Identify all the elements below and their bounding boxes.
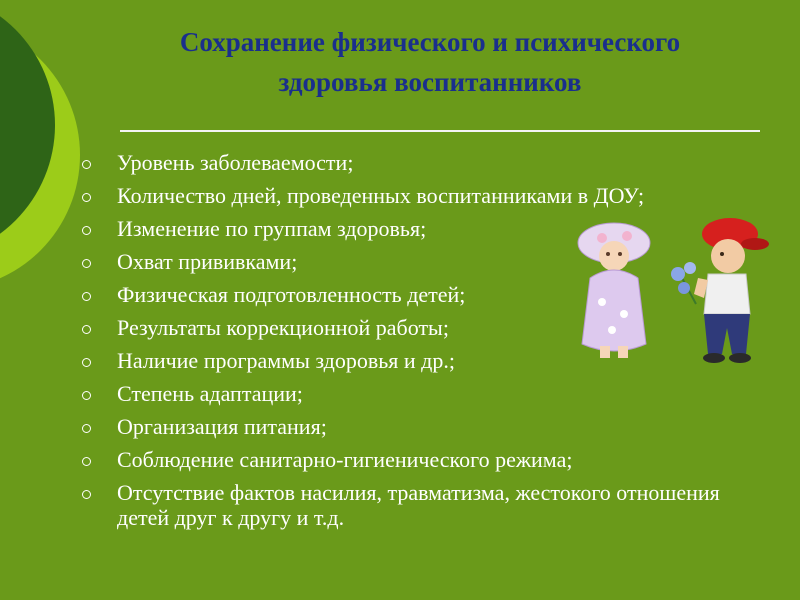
list-item: Уровень заболеваемости;: [82, 150, 762, 175]
bullet-icon: [82, 358, 91, 367]
bullet-icon: [82, 325, 91, 334]
list-item: Соблюдение санитарно-гигиенического режима;: [82, 447, 762, 472]
list-item: Результаты коррекционной работы;: [82, 315, 762, 340]
list-item: Отсутствие фактов насилия, травматизма, жестокого отношения детей друг к другу и т.д.: [82, 480, 762, 530]
title-line-2: здоровья воспитанников: [278, 67, 582, 97]
list-item: Организация питания;: [82, 414, 762, 439]
bullet-icon: [82, 292, 91, 301]
bullet-icon: [82, 490, 91, 499]
bullet-icon: [82, 259, 91, 268]
flower-bouquet: [671, 262, 696, 304]
girl-figure: [578, 223, 650, 358]
list-item: Физическая подготовленность детей;: [82, 282, 762, 307]
list-item: Охват прививками;: [82, 249, 762, 274]
bullet-icon: [82, 226, 91, 235]
list-item: Изменение по группам здоровья;: [82, 216, 762, 241]
children-illustration: [572, 218, 782, 368]
slide-title: [100, 22, 760, 102]
list-item: Степень адаптации;: [82, 381, 762, 406]
list-item: Количество дней, проведенных воспитанниками в ДОУ;: [82, 183, 762, 208]
title-line-1: Сохранение физического и психического: [179, 27, 681, 57]
list-item: Наличие программы здоровья и др.;: [82, 348, 762, 373]
bullet-icon: [82, 391, 91, 400]
boy-figure: [694, 218, 769, 363]
bullet-icon: [82, 424, 91, 433]
bullet-icon: [82, 160, 91, 169]
title-divider: [120, 130, 760, 132]
bullet-icon: [82, 193, 91, 202]
bullet-icon: [82, 457, 91, 466]
